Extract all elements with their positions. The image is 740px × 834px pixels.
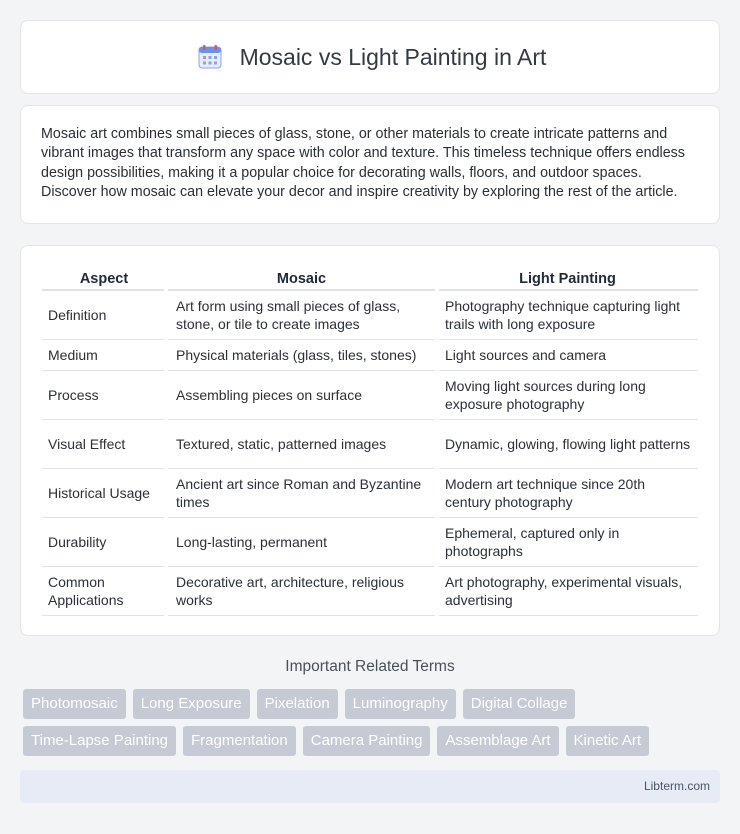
column-header-aspect: Aspect — [42, 266, 166, 290]
column-header-mosaic: Mosaic — [166, 266, 437, 290]
related-term-tag[interactable]: Long Exposure — [133, 689, 250, 719]
mosaic-cell: Textured, static, patterned images — [166, 420, 437, 469]
related-term-tag[interactable]: Assemblage Art — [437, 726, 558, 756]
aspect-cell: Visual Effect — [42, 420, 166, 469]
column-header-light-painting: Light Painting — [437, 266, 698, 290]
header-card — [20, 20, 720, 94]
light-painting-cell: Dynamic, glowing, flowing light patterns — [437, 420, 698, 469]
table-row — [42, 469, 698, 518]
related-term-tag[interactable]: Time-Lapse Painting — [23, 726, 176, 756]
aspect-cell: Medium — [42, 340, 166, 371]
calendar-grid-icon — [194, 41, 226, 73]
light-painting-cell: Art photography, experimental visuals, advertising — [437, 567, 698, 616]
light-painting-cell: Modern art technique since 20th century photography — [437, 469, 698, 518]
aspect-cell: Process — [42, 371, 166, 420]
aspect-cell: Historical Usage — [42, 469, 166, 518]
light-painting-cell: Light sources and camera — [437, 340, 698, 371]
mosaic-cell: Art form using small pieces of glass, stone, or tile to create images — [166, 290, 437, 340]
mosaic-cell: Assembling pieces on surface — [166, 371, 437, 420]
mosaic-cell: Ancient art since Roman and Byzantine times — [166, 469, 437, 518]
aspect-cell: Common Applications — [42, 567, 166, 616]
table-row — [42, 290, 698, 340]
footer-bar — [20, 770, 720, 803]
mosaic-cell: Long-lasting, permanent — [166, 518, 437, 567]
mosaic-cell: Physical materials (glass, tiles, stones) — [166, 340, 437, 371]
aspect-cell: Definition — [42, 290, 166, 340]
related-term-tag[interactable]: Camera Painting — [303, 726, 431, 756]
aspect-cell: Durability — [42, 518, 166, 567]
related-term-tag[interactable]: Kinetic Art — [566, 726, 650, 756]
related-term-tag[interactable]: Digital Collage — [463, 689, 576, 719]
related-term-tag[interactable]: Photomosaic — [23, 689, 126, 719]
intro-card — [20, 105, 720, 224]
footer-site-link[interactable]: Libterm.com — [643, 779, 710, 793]
comparison-table — [42, 266, 698, 616]
related-terms-title: Important Related Terms — [285, 658, 455, 675]
comparison-table-card — [20, 245, 720, 636]
table-row — [42, 340, 698, 371]
related-term-tag[interactable]: Fragmentation — [183, 726, 296, 756]
related-term-tag[interactable]: Luminography — [345, 689, 456, 719]
table-row — [42, 371, 698, 420]
light-painting-cell: Ephemeral, captured only in photographs — [437, 518, 698, 567]
table-row — [42, 518, 698, 567]
table-row — [42, 420, 698, 469]
related-terms-list — [23, 689, 723, 756]
mosaic-cell: Decorative art, architecture, religious works — [166, 567, 437, 616]
light-painting-cell: Photography technique capturing light trails with long exposure — [437, 290, 698, 340]
page-title: Mosaic vs Light Painting in Art — [239, 43, 547, 70]
table-row — [42, 567, 698, 616]
related-term-tag[interactable]: Pixelation — [257, 689, 338, 719]
intro-paragraph: Mosaic art combines small pieces of glass, stone, or other materials to create intricate patterns and vibrant images that transform any space with color and texture. This timeless technique offers endless design possibilities, making it a popular choice for decorating walls, floors, and outdoor spaces. Discover how mosaic can elevate your decor and inspire creativity by exploring the rest of the article. — [41, 126, 685, 200]
light-painting-cell: Moving light sources during long exposure photography — [437, 371, 698, 420]
table-header-row — [42, 266, 698, 290]
